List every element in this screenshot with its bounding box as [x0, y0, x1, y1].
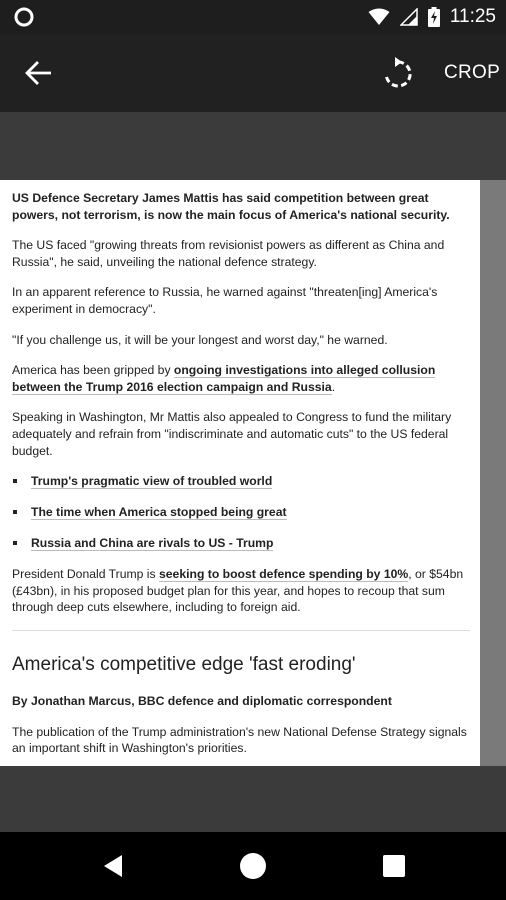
article-link: seeking to boost defence spending by 10%: [159, 567, 409, 582]
article-paragraph: The US faced "growing threats from revisionist powers as different as China and Russia", he said, unveiling the national defence strategy.: [12, 238, 445, 269]
article-image[interactable]: [0, 180, 480, 766]
arrow-back-icon: [25, 61, 51, 85]
app-bar: [0, 34, 506, 112]
article-paragraph: In an apparent reference to Russia, he warned against "threaten[ing] America's experiment in democracy".: [12, 285, 438, 316]
status-icons: [368, 6, 496, 28]
article-lead: US Defence Secretary James Mattis has said competition between great powers, not terrorism, is now the main focus of America's national security.: [12, 191, 450, 222]
article-paragraph: The publication of the Trump administration's new National Defense Strategy signals an important shift in Washington's priorities.: [12, 724, 467, 756]
list-item: [12, 473, 480, 489]
notification-circle-icon: [14, 7, 34, 27]
navigation-bar: [0, 832, 506, 900]
related-links-list: [12, 473, 480, 551]
byline: By Jonathan Marcus, BBC defence and diplomatic correspondent: [12, 693, 392, 708]
related-link: The time when America stopped being great: [31, 505, 287, 520]
list-item: [12, 504, 480, 520]
divider: [12, 630, 470, 631]
crop-work-area[interactable]: [0, 112, 506, 832]
list-item: [12, 535, 480, 551]
text-segment: America has been gripped by: [12, 363, 174, 378]
status-bar: [0, 0, 506, 34]
article-paragraph: Speaking in Washington, Mr Mattis also appealed to Congress to fund the military adequately and refrain from "indiscriminate and automatic cuts" to the US federal budget.: [12, 410, 452, 458]
rotate-button[interactable]: [378, 54, 418, 94]
battery-charging-icon: [428, 7, 440, 27]
text-segment: , or $54bn (£43bn), in his proposed budget plan for this year, and hopes to recoup that sum through deep cuts elsewhere, including to foreign aid.: [12, 567, 464, 615]
section-title: America's competitive edge 'fast eroding': [12, 653, 356, 675]
wifi-icon: [368, 8, 390, 26]
status-time: 11:25: [449, 6, 496, 27]
related-link: Russia and China are rivals to US - Trump: [31, 536, 274, 551]
article-paragraph: "If you challenge us, it will be your longest and worst day," he warned.: [12, 332, 388, 347]
rotate-icon: [381, 57, 415, 91]
text-segment: President Donald Trump is: [12, 567, 159, 582]
crop-button[interactable]: CROP: [444, 62, 501, 83]
nav-home-icon[interactable]: [240, 853, 266, 879]
related-link: Trump's pragmatic view of troubled world: [31, 474, 273, 489]
article-paragraph: [12, 362, 470, 395]
article-link: ongoing investigations into alleged collusion between the Trump 2016 election campaign and Russia: [12, 363, 436, 394]
back-button[interactable]: [20, 56, 56, 90]
nav-recents-icon[interactable]: [383, 855, 405, 877]
crop-handle-right[interactable]: [480, 180, 506, 766]
nav-back-icon[interactable]: [100, 852, 128, 880]
text-segment: .: [331, 379, 336, 394]
article-paragraph: [12, 566, 470, 616]
cell-signal-icon: [400, 8, 418, 26]
